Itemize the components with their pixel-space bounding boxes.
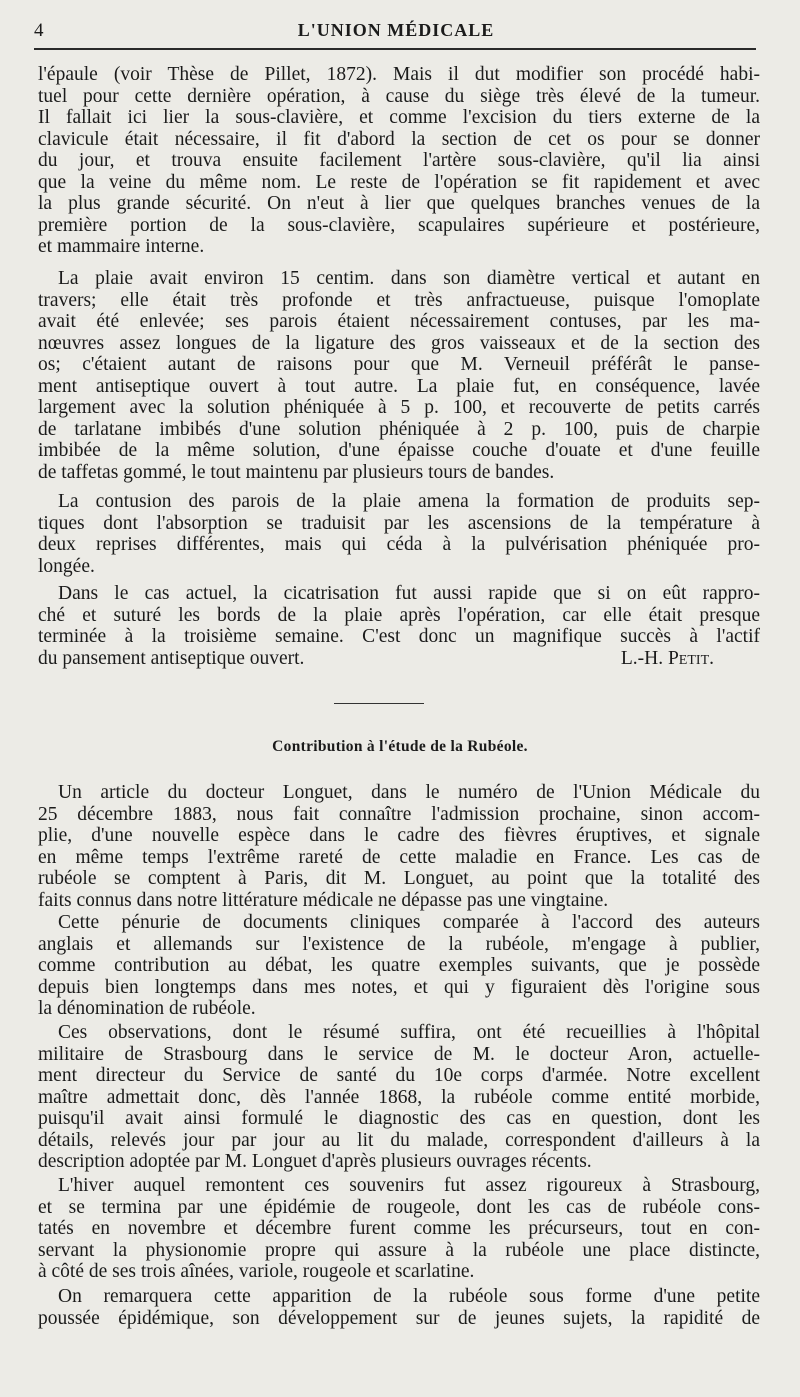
text-line: poussée épidémique, son développement sur de jeunes sujets, la rapidité de [38,1307,760,1329]
text-line: Il fallait ici lier la sous-clavière, et comme l'excision du tiers externe de la [38,107,760,128]
text-line: ment antiseptique ouvert à tout autre. La plaie fut, en conséquence, lavée [38,375,760,397]
text-line: en même temps l'extrême rareté de cette maladie en France. Les cas de [38,846,760,868]
text-line: ché et suturé les bords de la plaie après l'opération, car elle était presque [38,604,760,626]
text-line: Un article du docteur Longuet, dans le numéro de l'Union Médicale du [58,782,760,803]
text-line: avait été enlevée; ses parois étaient nécessairement contuses, par les ma- [38,311,760,332]
text-line: Cette pénurie de documents cliniques comparée à l'accord des auteurs [58,912,760,933]
author-signature: L.-H. Petit. [620,647,714,669]
paragraph-contusion [38,491,760,577]
text-line: tuel pour cette dernière opération, à cause du siège très élevé de la tumeur. [38,85,760,107]
text-line: os; c'étaient autant de raisons pour que M. Verneuil préférât le panse- [38,354,760,375]
text-line: et se termina par une épidémie de rougeole, dont les cas de rubéole cons- [38,1196,760,1218]
section-title: Contribution à l'étude de la Rubéole. [272,738,528,755]
text-line: du jour, et trouva ensuite facilement l'artère sous-clavière, qu'il lia ainsi [38,150,760,171]
text-line: la dénomination de rubéole. [38,998,256,1019]
text-line: deux reprises différentes, mais qui céda à la pulvérisation phéniquée pro- [38,534,760,555]
text-line: plie, d'une nouvelle espèce dans le cadre des fièvres éruptives, et signale [38,825,760,846]
text-line: nœuvres assez longues de la ligature des gros vaisseaux et de la section des [38,332,760,354]
text-line: rubéole se comptent à Paris, dit M. Longuet, au point que la totalité des [38,868,760,889]
text-line: militaire de Strasbourg dans le service de M. le docteur Aron, actuelle- [38,1043,760,1065]
text-line: terminée à la troisième semaine. C'est donc un magnifique succès à l'actif [38,626,760,647]
text-line: maître admettait donc, dès l'année 1868, la rubéole comme entité morbide, [38,1086,760,1108]
text-line: de taffetas gommé, le tout maintenu par plusieurs tours de bandes. [38,461,555,483]
text-line: faits connus dans notre littérature médicale ne dépasse pas une vingtaine. [38,889,609,911]
paragraph-observations [38,1022,760,1173]
paragraph-cicatrisation [38,583,760,669]
page-number: 4 [34,20,44,41]
text-line: tiques dont l'absorption se traduisit par les ascensions de la température à [38,512,760,534]
text-line: 25 décembre 1883, nous fait connaître l'admission prochaine, sinon accom- [38,803,760,825]
text-line: La plaie avait environ 15 centim. dans son diamètre vertical et autant en [58,268,760,289]
text-line: longée. [38,555,95,577]
text-line: depuis bien longtemps dans mes notes, et qui y figuraient dès l'origine sous [38,976,760,998]
text-line: On remarquera cette apparition de la rubéole sous forme d'une petite [58,1286,760,1307]
running-head: L'UNION MÉDICALE [297,20,495,40]
text-line: La contusion des parois de la plaie amena la formation de produits sep- [58,491,760,512]
text-line: première portion de la sous-clavière, scapulaires supérieure et postérieure, [38,214,760,236]
page-header [34,18,758,50]
text-line: Dans le cas actuel, la cicatrisation fut aussi rapide que si on eût rappro- [58,583,760,604]
text-line: que la veine du même nom. Le reste de l'opération se fit rapidement et avec [38,171,760,193]
text-line: de tarlatane imbibés d'une solution phéniquée à 2 p. 100, puis de charpie [38,418,760,440]
text-line: description adoptée par M. Longuet d'après plusieurs ouvrages récents. [38,1151,592,1172]
section-separator [334,703,424,704]
text-line: la plus grande sécurité. On n'eut à lier que quelques branches venues de la [38,193,760,214]
text-line: L'hiver auquel remontent ces souvenirs fut assez rigoureux à Strasbourg, [58,1175,760,1196]
text-line: comme contribution au débat, les quatre exemples suivants, que je possède [38,955,760,976]
text-line: servant la physionomie propre qui assure à la rubéole une place distincte, [38,1239,760,1261]
paragraph-pillet [38,64,760,258]
text-line: largement avec la solution phéniquée à 5 p. 100, et recouverte de petits carrés [38,397,760,418]
text-line: l'épaule (voir Thèse de Pillet, 1872). Mais il dut modifier son procédé habi- [38,64,760,85]
paragraph-remarquera [38,1286,760,1329]
text-line: anglais et allemands sur l'existence de la rubéole, m'engage à publier, [38,933,760,955]
signature-line [38,648,760,670]
paragraph-hiver [38,1175,760,1283]
text-line: imbibée de la même solution, d'une épaisse couche d'ouate et d'une feuille [38,440,760,461]
text-line: du pansement antiseptique ouvert. [38,647,305,669]
text-line: puisqu'il avait ainsi formulé le diagnostic des cas en question, dont les [38,1108,760,1129]
text-line: et mammaire interne. [38,236,205,257]
text-line: ment directeur du Service de santé du 10e corps d'armée. Notre excellent [38,1065,760,1086]
text-line: détails, relevés jour par jour au lit du malade, correspondent d'ailleurs à la [38,1129,760,1151]
text-line: travers; elle était très profonde et très anfractueuse, puisque l'omoplate [38,289,760,311]
text-line: tatés en novembre et décembre furent comme les précurseurs, tout en con- [38,1218,760,1239]
text-line: à côté de ses trois aînées, variole, rougeole et scarlatine. [38,1261,475,1282]
text-line: clavicule était nécessaire, il fit d'abord la section de cet os pour se donner [38,128,760,150]
paragraph-plaie [38,268,760,483]
header-rule [34,48,756,50]
text-line: Ces observations, dont le résumé suffira, ont été recueillies à l'hôpital [58,1022,760,1043]
paragraph-penurie [38,912,760,1020]
paragraph-longuet [38,782,760,911]
